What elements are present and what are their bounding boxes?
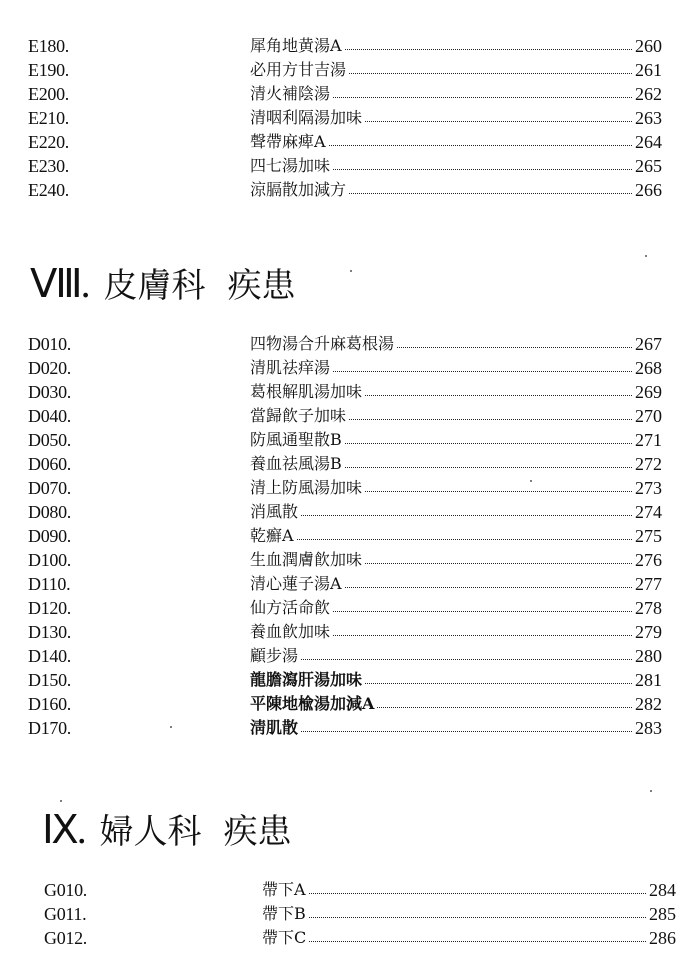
toc-entry — [0, 332, 700, 356]
entry-page-number: 282 — [635, 694, 662, 714]
dot-leader — [333, 97, 632, 98]
toc-entry — [0, 572, 700, 596]
dot-leader — [397, 347, 632, 348]
entry-title-row — [250, 572, 662, 596]
toc-entry — [0, 34, 700, 58]
entry-code: D140. — [28, 646, 71, 666]
entry-code: E240. — [28, 180, 69, 200]
toc-entry — [0, 380, 700, 404]
entry-title-row — [250, 106, 662, 130]
section-heading-gynecology — [42, 808, 292, 854]
dot-leader — [301, 515, 632, 516]
entry-title-row — [250, 58, 662, 82]
entry-code: D020. — [28, 358, 71, 378]
entry-title-row — [250, 668, 662, 692]
toc-entry — [0, 356, 700, 380]
entry-code: E180. — [28, 36, 69, 56]
toc-entry — [0, 178, 700, 202]
entry-code: D040. — [28, 406, 71, 426]
entry-code: D030. — [28, 382, 71, 402]
entry-code: D010. — [28, 334, 71, 354]
entry-code: D090. — [28, 526, 71, 546]
section-heading-main: 皮膚科 — [103, 266, 206, 306]
section-heading-dermatology — [30, 262, 296, 308]
section-numeral: Ⅷ. — [30, 261, 89, 306]
entry-code: D160. — [28, 694, 71, 714]
entry-title-row — [250, 524, 662, 548]
entry-code: D100. — [28, 550, 71, 570]
entry-title: 四物湯合升麻葛根湯 — [250, 334, 395, 353]
toc-entry — [0, 668, 700, 692]
entry-title-row — [250, 130, 662, 154]
entry-page-number: 264 — [635, 132, 662, 152]
entry-title-row — [250, 332, 662, 356]
entry-code: D080. — [28, 502, 71, 522]
entry-code: D150. — [28, 670, 71, 690]
entry-code: D110. — [28, 574, 71, 594]
entry-title: 清心蓮子湯A — [250, 574, 342, 593]
entry-page-number: 266 — [635, 180, 662, 200]
entry-title-row — [250, 500, 662, 524]
entry-code: D050. — [28, 430, 71, 450]
entry-title: 仙方活命飮 — [250, 598, 331, 617]
entry-title: 必用方甘吉湯 — [250, 60, 347, 79]
entry-code: G010. — [44, 880, 87, 900]
dot-leader — [365, 683, 632, 684]
entry-code: E230. — [28, 156, 69, 176]
dot-leader — [377, 707, 632, 708]
dot-leader — [333, 169, 632, 170]
entry-title: 犀角地黄湯A — [250, 36, 342, 55]
entry-page-number: 285 — [649, 904, 676, 924]
entry-page-number: 284 — [649, 880, 676, 900]
entry-title: 帶下B — [262, 904, 306, 923]
toc-entry — [0, 476, 700, 500]
entry-page-number: 262 — [635, 84, 662, 104]
toc-entry — [0, 596, 700, 620]
dot-leader — [365, 121, 632, 122]
entry-code: D130. — [28, 622, 71, 642]
dot-leader — [333, 611, 632, 612]
section-numeral: Ⅸ. — [42, 807, 85, 852]
toc-entry — [0, 644, 700, 668]
entry-page-number: 272 — [635, 454, 662, 474]
toc-entry — [0, 548, 700, 572]
entry-title: 清上防風湯加味 — [250, 478, 363, 497]
toc-entry — [0, 878, 700, 902]
dot-leader — [345, 49, 632, 50]
entry-title-row — [250, 178, 662, 202]
dot-leader — [309, 941, 646, 942]
entry-title: 顧步湯 — [250, 646, 299, 665]
section-heading-main: 婦人科 — [99, 812, 202, 852]
scan-speck — [645, 255, 647, 257]
dot-leader — [301, 659, 632, 660]
dot-leader — [345, 443, 632, 444]
entry-title-row — [250, 380, 662, 404]
entry-title-row — [262, 902, 676, 926]
entry-page-number: 271 — [635, 430, 662, 450]
entry-page-number: 268 — [635, 358, 662, 378]
entry-code: D060. — [28, 454, 71, 474]
entry-title: 生血潤膚飮加味 — [250, 550, 363, 569]
entry-title: 龍膽瀉肝湯加味 — [250, 670, 363, 689]
entry-title-row — [262, 926, 676, 950]
entry-page-number: 263 — [635, 108, 662, 128]
entry-title: 四七湯加味 — [250, 156, 331, 175]
dot-leader — [309, 917, 646, 918]
entry-title-row — [250, 154, 662, 178]
entry-title-row — [250, 82, 662, 106]
entry-title: 防風通聖散B — [250, 430, 342, 449]
entry-title-row — [250, 548, 662, 572]
dot-leader — [365, 563, 632, 564]
entry-title: 平陳地楡湯加減A — [250, 694, 375, 713]
dot-leader — [345, 467, 632, 468]
entry-page-number: 281 — [635, 670, 662, 690]
entry-title: 淸肌散 — [250, 718, 299, 737]
dot-leader — [333, 371, 632, 372]
dot-leader — [329, 145, 632, 146]
entry-title-row — [250, 692, 662, 716]
entry-title: 涼膈散加減方 — [250, 180, 347, 199]
dot-leader — [309, 893, 646, 894]
section-heading-sub: 疾患 — [223, 812, 292, 852]
entry-code: D170. — [28, 718, 71, 738]
entry-code: D120. — [28, 598, 71, 618]
toc-entry — [0, 692, 700, 716]
scan-speck — [530, 480, 532, 482]
toc-entry — [0, 404, 700, 428]
entry-title-row — [250, 356, 662, 380]
entry-title-row — [250, 452, 662, 476]
entry-page-number: 280 — [635, 646, 662, 666]
entry-page-number: 260 — [635, 36, 662, 56]
entry-title: 帶下A — [262, 880, 306, 899]
dot-leader — [333, 635, 632, 636]
dot-leader — [297, 539, 632, 540]
entry-code: E220. — [28, 132, 69, 152]
entry-title: 清火補陰湯 — [250, 84, 331, 103]
entry-title: 清肌祛痒湯 — [250, 358, 331, 377]
toc-entry — [0, 428, 700, 452]
scan-speck — [170, 726, 172, 728]
entry-title-row — [250, 476, 662, 500]
entry-code: E210. — [28, 108, 69, 128]
entry-page-number: 283 — [635, 718, 662, 738]
entry-page-number: 286 — [649, 928, 676, 948]
entry-page-number: 274 — [635, 502, 662, 522]
dot-leader — [301, 731, 632, 732]
toc-entry — [0, 500, 700, 524]
entry-page-number: 279 — [635, 622, 662, 642]
entry-page-number: 267 — [635, 334, 662, 354]
entry-title-row — [250, 34, 662, 58]
toc-entry — [0, 620, 700, 644]
toc-entry — [0, 106, 700, 130]
entry-title: 養血飮加味 — [250, 622, 331, 641]
entry-title: 葛根解肌湯加味 — [250, 382, 363, 401]
dot-leader — [365, 491, 632, 492]
toc-entry — [0, 82, 700, 106]
entry-code: E190. — [28, 60, 69, 80]
entry-title: 消風散 — [250, 502, 299, 521]
entry-title-row — [262, 878, 676, 902]
toc-entry — [0, 58, 700, 82]
entry-page-number: 276 — [635, 550, 662, 570]
entry-title-row — [250, 620, 662, 644]
entry-page-number: 270 — [635, 406, 662, 426]
entry-page-number: 275 — [635, 526, 662, 546]
dot-leader — [349, 73, 632, 74]
toc-entry — [0, 902, 700, 926]
entry-title-row — [250, 428, 662, 452]
entry-title-row — [250, 716, 662, 740]
entry-title-row — [250, 596, 662, 620]
entry-code: D070. — [28, 478, 71, 498]
scan-speck — [650, 790, 652, 792]
entry-page-number: 269 — [635, 382, 662, 402]
toc-entry — [0, 154, 700, 178]
entry-title: 當歸飮子加味 — [250, 406, 347, 425]
entry-title: 養血祛風湯B — [250, 454, 342, 473]
entry-page-number: 265 — [635, 156, 662, 176]
dot-leader — [349, 419, 632, 420]
toc-entry — [0, 926, 700, 950]
scan-speck — [350, 270, 352, 272]
toc-entry — [0, 716, 700, 740]
entry-page-number: 278 — [635, 598, 662, 618]
entry-title-row — [250, 644, 662, 668]
dot-leader — [365, 395, 632, 396]
entry-page-number: 277 — [635, 574, 662, 594]
entry-title: 清咽利隔湯加味 — [250, 108, 363, 127]
entry-title-row — [250, 404, 662, 428]
entry-code: G011. — [44, 904, 87, 924]
entry-title: 聲帶麻痺A — [250, 132, 326, 151]
entry-page-number: 261 — [635, 60, 662, 80]
entry-title: 乾癬A — [250, 526, 294, 545]
toc-entry — [0, 452, 700, 476]
dot-leader — [349, 193, 632, 194]
toc-entry — [0, 524, 700, 548]
section-heading-sub: 疾患 — [227, 266, 296, 306]
entry-page-number: 273 — [635, 478, 662, 498]
dot-leader — [345, 587, 632, 588]
entry-code: G012. — [44, 928, 87, 948]
entry-code: E200. — [28, 84, 69, 104]
scan-speck — [60, 800, 62, 802]
toc-entry — [0, 130, 700, 154]
entry-title: 帶下C — [262, 928, 307, 947]
